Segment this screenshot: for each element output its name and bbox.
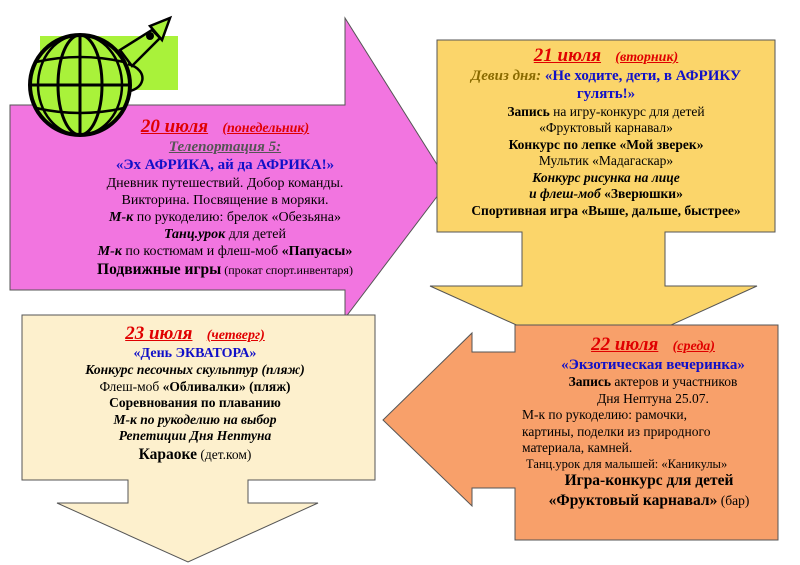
day22-motto: «Экзотическая вечеринка» (561, 357, 745, 374)
day23-line4: М-к по рукоделию на выбор (113, 411, 277, 427)
day21-date: 21 июля (533, 45, 602, 66)
day23-line6: Караоке (дет.ком) (138, 445, 252, 463)
day23-date-line (30, 322, 360, 345)
day20-line5: М-к по костюмам и флеш-моб «Папуасы» (97, 244, 353, 260)
day21-panel (440, 44, 772, 219)
day23-line2: Флеш-моб «Обливалки» (пляж) (99, 378, 291, 394)
day21-line2: «Фруктовый карнавал» (539, 120, 673, 136)
day20-line3: М-к по рукоделию: брелок «Обезьяна» (109, 209, 341, 225)
day21-line4: Мультик «Мадагаскар» (538, 153, 674, 169)
day20-panel (60, 115, 390, 280)
day20-date: 20 июля (140, 116, 209, 137)
day21-line6: и флеш-моб «Зверюшки» (529, 186, 683, 202)
day21-line7: Спортивная игра «Выше, дальше, быстрее» (471, 202, 741, 218)
day22-line7: Игра-конкурс для детей (564, 472, 734, 490)
day22-line8: «Фруктовый карнавал» (бар) (548, 491, 750, 509)
day21-date-line (440, 44, 772, 67)
day23-date: 23 июля (125, 323, 193, 344)
day23-panel (30, 322, 360, 465)
day22-weekday: (среда) (672, 339, 715, 354)
day23-line1: Конкурс песочных скульптур (пляж) (85, 362, 305, 378)
day20-line6: Подвижные игры (прокат спорт.инвентаря) (97, 261, 353, 279)
day21-line5: Конкурс рисунка на лице (532, 169, 680, 185)
day21-line1: Запись на игру-конкурс для детей (507, 103, 705, 119)
day20-line1: Дневник путешествий. Добор команды. (106, 175, 344, 191)
day22-date: 22 июля (591, 334, 659, 355)
day22-panel (490, 333, 776, 511)
day23-line3: Соревнования по плаванию (109, 395, 281, 411)
day21-weekday: (вторник) (615, 50, 679, 65)
day21-motto-line2: гулять!» (576, 86, 636, 103)
day22-date-line (490, 333, 776, 356)
day20-subtitle: Телепортация 5: (168, 139, 282, 156)
day22-line2: Дня Нептуна 25.07. (597, 390, 709, 406)
day22-line3: М-к по рукоделию: рамочки, (522, 407, 688, 423)
day20-line4: Танц.урок для детей (164, 227, 286, 242)
day20-weekday: (понедельник) (222, 121, 310, 136)
day21-motto-line1: Девиз дня: «Не ходите, дети, в АФРИКУ (471, 68, 741, 85)
day23-motto: «День ЭКВАТОРА» (133, 346, 257, 362)
day22-line4: картины, поделки из природного (522, 423, 711, 439)
day22-line5: материала, камней. (522, 440, 633, 456)
day23-line5: Репетиции Дня Нептуна (118, 428, 272, 444)
day20-date-line (60, 115, 390, 138)
day20-line2: Викторина. Посвящение в моряки. (121, 192, 329, 208)
day20-motto: «Эх АФРИКА, ай да АФРИКА!» (115, 157, 335, 174)
day22-line6: Танц.урок для малышей: «Каникулы» (526, 456, 728, 471)
day22-line1: Запись актеров и участников (568, 374, 738, 390)
day23-weekday: (четверг) (206, 328, 265, 343)
day21-line3: Конкурс по лепке «Мой зверек» (508, 136, 704, 152)
